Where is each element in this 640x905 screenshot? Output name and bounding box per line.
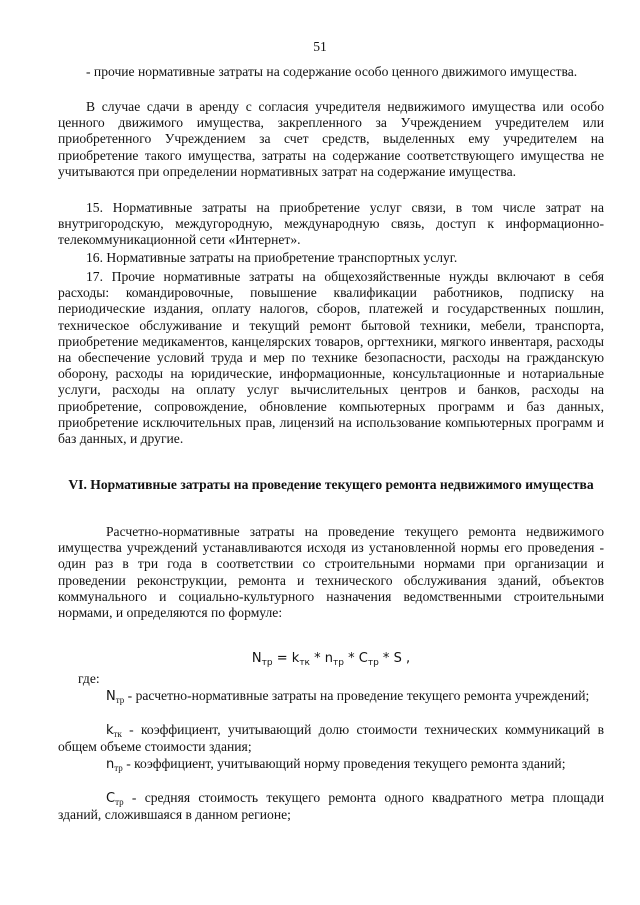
formula-eq: = (272, 651, 292, 666)
section-heading: VI. Нормативные затраты на проведение текущего ремонта недвижимого имущества (68, 477, 594, 492)
formula-term-1-sub: тк (299, 658, 310, 668)
formula-term-3: C (358, 651, 368, 666)
definition-symbol: k (106, 723, 114, 738)
formula (58, 651, 604, 667)
formula-op: * (310, 651, 325, 666)
formula-term-3-sub: тр (367, 658, 379, 668)
formula-term-2: n (324, 651, 334, 666)
definition-text: - расчетно-нормативные затраты на проведение текущего ремонта учреждений; (124, 688, 590, 703)
definition-text: - коэффициент, учитывающий долю стоимости технических коммуникаций в общем объеме стоимости здания; (58, 722, 604, 755)
where-label: где: (78, 671, 100, 686)
formula-lhs: N (251, 651, 262, 666)
formula-end: , (401, 651, 411, 666)
definition-symbol: n (106, 757, 115, 772)
formula-op: * (378, 651, 394, 666)
paragraph-other-costs: - прочие нормативные затраты на содержание особо ценного движимого имущества. (86, 64, 578, 79)
definition-item (58, 688, 604, 705)
paragraph-17: 17. Прочие нормативные затраты на общехозяйственные нужды включают в себя расходы: командировочные, повышение квалификации работников, подписку на периодические издания, оплату налогов, сборов, платежей и государственных пошлин, техническое обслуживание и текущий ремонт бытовой техники, мебели, транспорта, приобретение медикаментов, канцелярских товаров, оргтехники, мягкого инвентаря, расходы на обеспечение условий труда и мер по технике безопасности, расходы на гражданскую оборону, расходы на юридические, информационные, консультационные и нотариальные услуги, расходы на оплату услуг вычислительных центров и банков, расходы на приобретение, сопровождение, обновление компьютерных программ и баз данных, приобретение исключительных прав, лицензий на использование компьютерных программ и баз данных, и другие. (58, 269, 604, 447)
page-number: 51 (313, 39, 327, 54)
formula-lhs-sub: тр (261, 658, 273, 668)
definition-subscript: тр (115, 695, 125, 705)
paragraph-15: 15. Нормативные затраты на приобретение услуг связи, в том числе затрат на внутригородскую, междугородную, международную связь, доступ к информационно-телекоммуникационной сети «Интернет». (58, 200, 604, 248)
definition-subscript: тр (114, 763, 123, 773)
definition-item (58, 722, 604, 755)
definition-item (58, 790, 604, 823)
definition-item (58, 756, 604, 773)
definition-symbol: N (106, 689, 116, 704)
formula-term-1: k (291, 651, 300, 666)
definition-subscript: тр (115, 797, 124, 807)
definition-text: - коэффициент, учитывающий норму проведения текущего ремонта зданий; (122, 756, 566, 771)
paragraph-intro: Расчетно-нормативные затраты на проведение текущего ремонта недвижимого имущества учреждений устанавливаются исходя из установленной нормы его проведения - один раз в три года в соответствии со строительными нормами при организации и проведении реконструкции, ремонта и технического обслуживания зданий, объектов коммунального и социально-культурного назначения ведомственными строительными нормами, и определяются по формуле: (58, 524, 604, 621)
definition-subscript: тк (113, 729, 122, 739)
definition-symbol: C (106, 791, 116, 806)
paragraph-16: 16. Нормативные затраты на приобретение транспортных услуг. (86, 250, 458, 265)
formula-term-2-sub: тр (333, 658, 344, 668)
definition-text: - средняя стоимость текущего ремонта одного квадратного метра площади зданий, сложившаяся в данном регионе; (58, 790, 604, 823)
paragraph-rent: В случае сдачи в аренду с согласия учредителя недвижимого имущества или особо ценного движимого имущества, закрепленного за Учреждением учредителем или приобретенного Учреждением за счет средств, выделенных ему учредителем на приобретение такого имущества, затраты на содержание соответствующего имущества не учитываются при определении нормативных затрат на содержание имущества. (58, 99, 604, 179)
formula-term-4: S (393, 651, 402, 666)
formula-op: * (343, 651, 359, 666)
